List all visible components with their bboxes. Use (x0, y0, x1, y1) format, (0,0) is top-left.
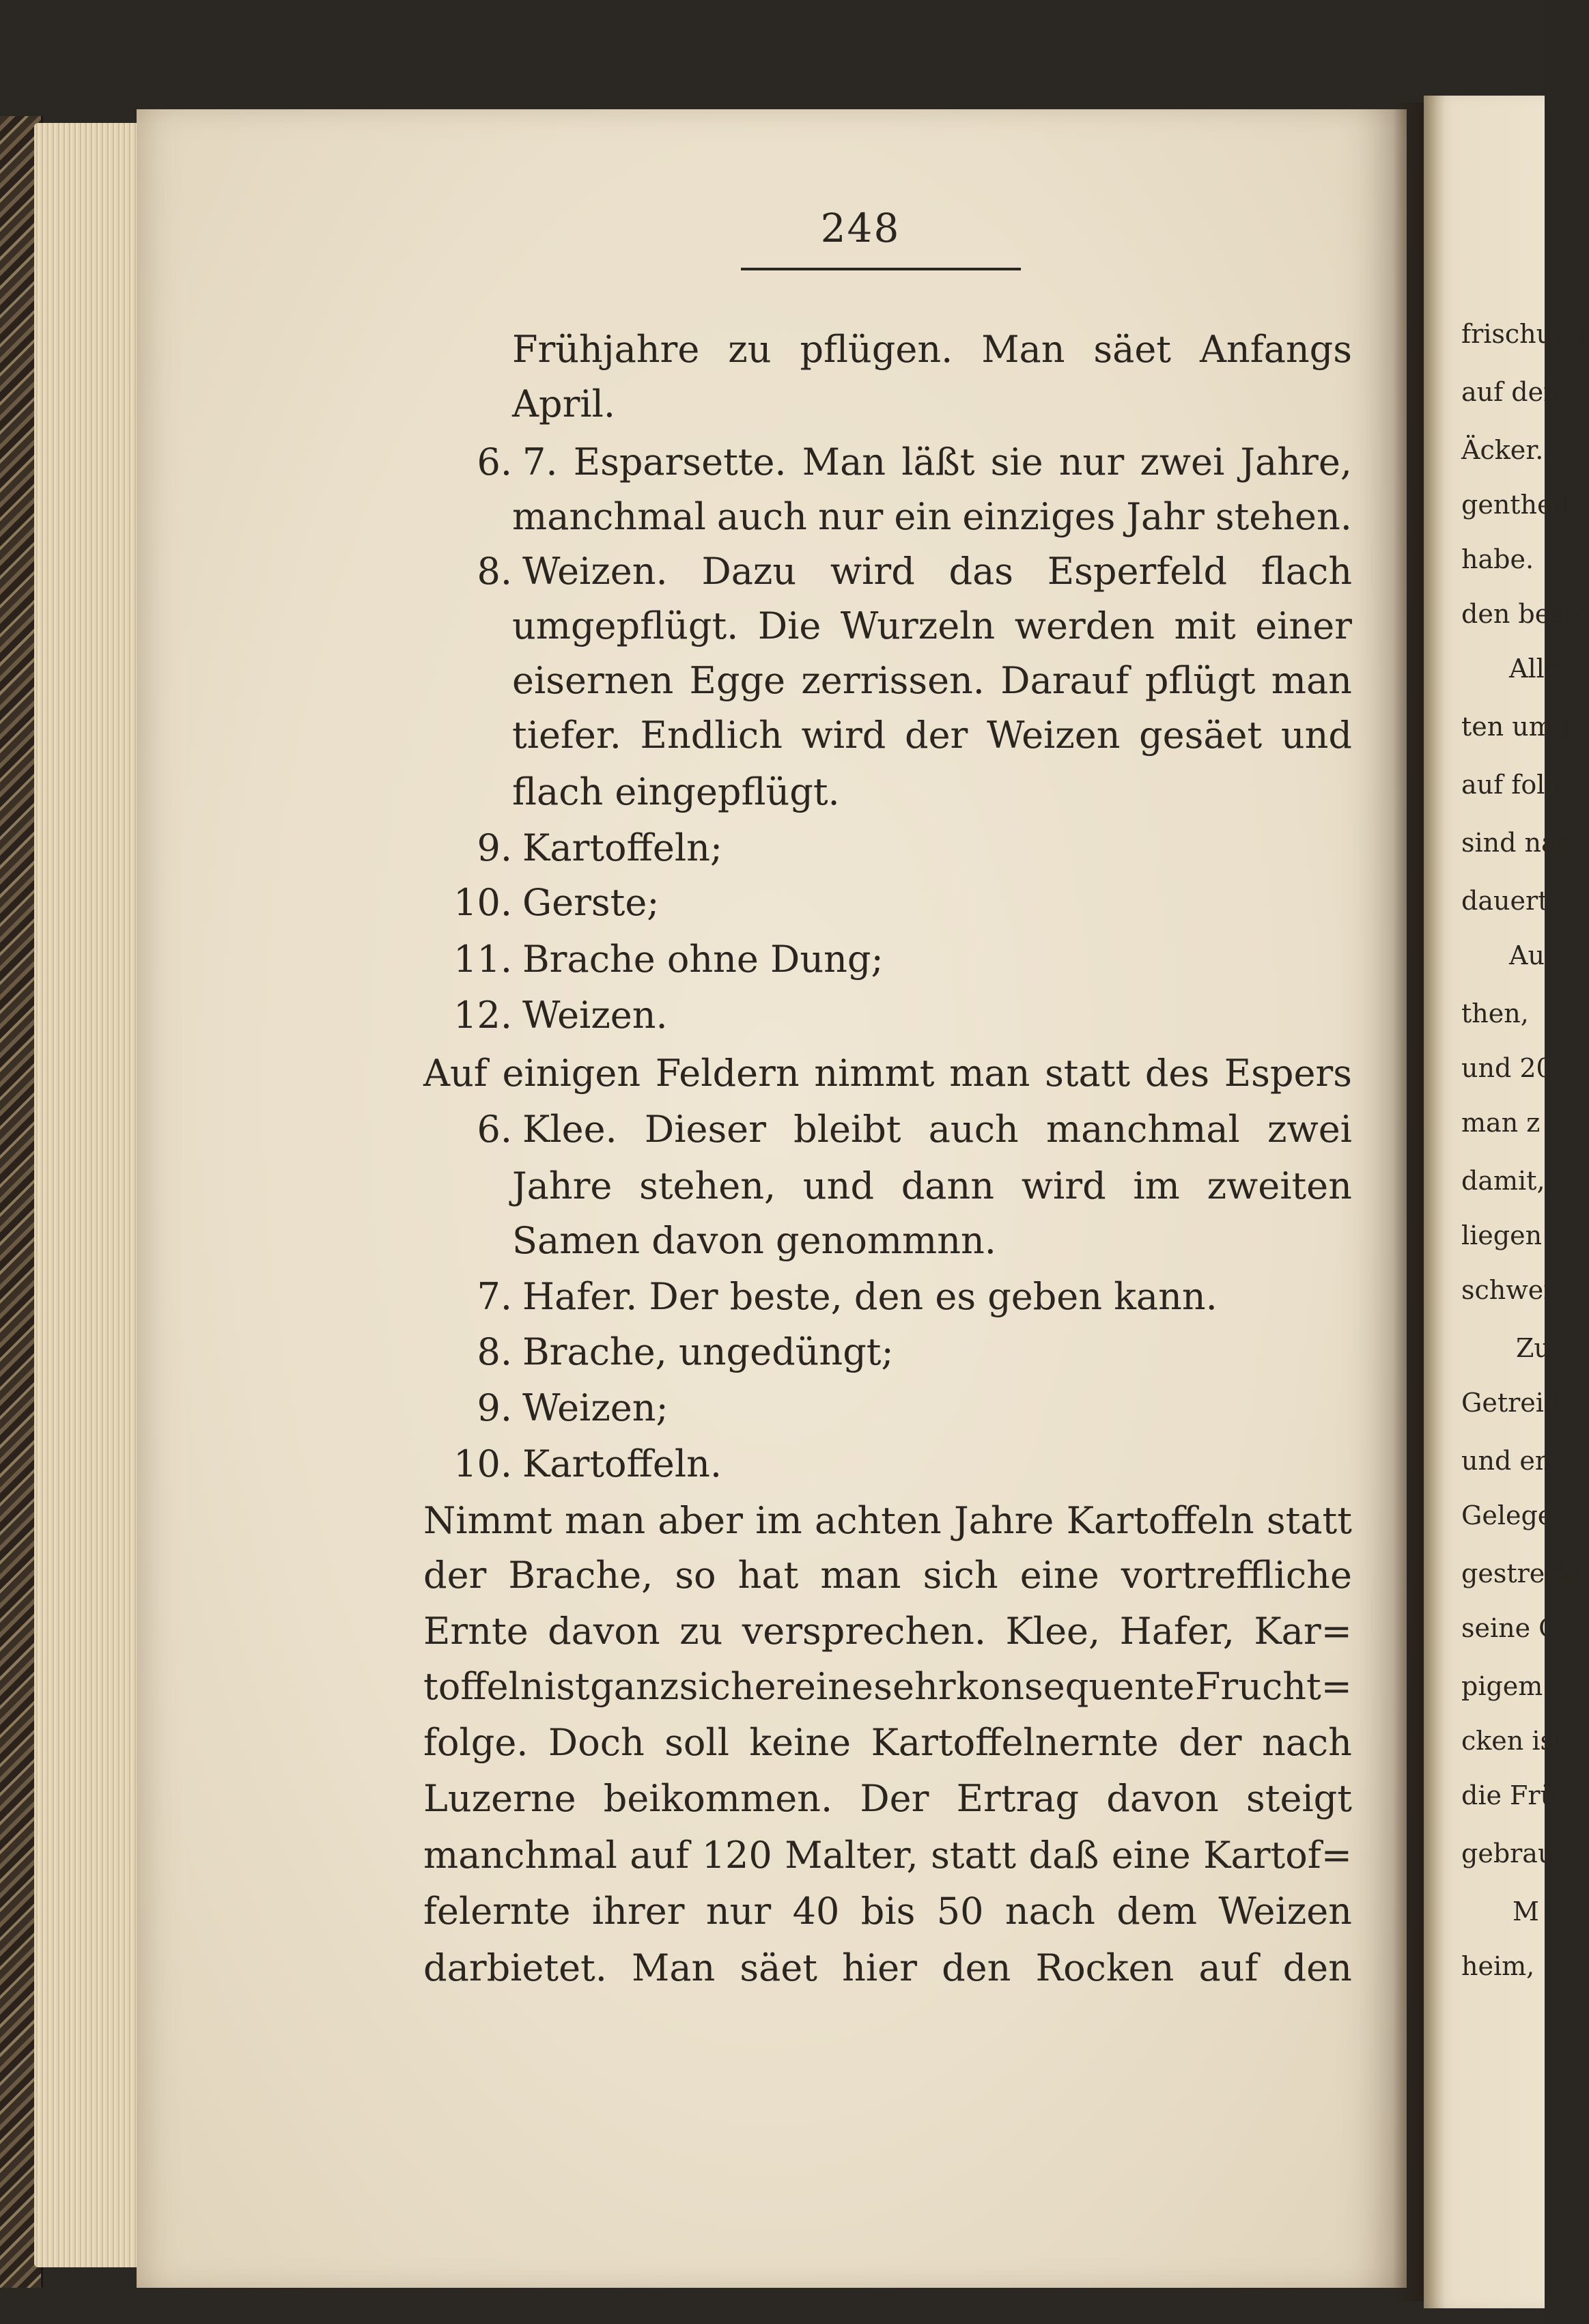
text-line (512, 714, 1352, 757)
text-line: Gerste; (522, 881, 660, 924)
next-page-fragment: schwer, (1461, 1275, 1562, 1305)
word: Anfangs (1199, 328, 1352, 371)
text-line: Samen davon genommnn. (512, 1219, 996, 1262)
text-line (423, 1890, 1352, 1933)
word: ein (894, 495, 952, 538)
word: nach (1261, 1721, 1352, 1764)
word: Jahre, (1240, 440, 1352, 484)
word: sich (923, 1554, 998, 1597)
word: der (1179, 1721, 1242, 1764)
text-line: Brache ohne Dung; (522, 938, 884, 981)
text-line (522, 550, 1352, 593)
word: Der (860, 1777, 929, 1820)
word: Auf (423, 1052, 488, 1095)
word: versprechen. (742, 1610, 987, 1653)
word: dann (901, 1164, 995, 1207)
word: Egge (689, 659, 786, 702)
text-line: Kartoffeln; (522, 826, 723, 869)
item-number: 11. (453, 938, 512, 981)
next-page-fragment: die Frü (1461, 1780, 1558, 1810)
word: Kartoffelnernte (871, 1721, 1159, 1764)
text-line: Brache, ungedüngt; (522, 1330, 894, 1373)
word: ganz (590, 1665, 679, 1708)
word: dem (1116, 1890, 1198, 1933)
word: pflügt (1144, 659, 1256, 702)
word: Die (757, 604, 821, 647)
word: eine (1020, 1554, 1099, 1597)
item-number: 7. (477, 1275, 512, 1318)
word: stehen. (1215, 495, 1352, 538)
word: steigt (1246, 1777, 1352, 1820)
next-page-fragment: gentheil (1461, 490, 1569, 520)
word: des (1144, 1052, 1210, 1095)
word: tiefer. (512, 714, 621, 757)
word: Weizen. (522, 550, 668, 593)
word: Jahre (954, 1499, 1054, 1542)
word: mit (1174, 604, 1236, 647)
word: soll (664, 1721, 729, 1764)
next-page-fragment: ten umge (1461, 712, 1586, 742)
word: bleibt (793, 1108, 901, 1151)
next-page-fragment: man z (1461, 1108, 1541, 1138)
next-page-fragment: Alle (1509, 654, 1560, 684)
item-number: 8. (477, 550, 512, 593)
next-page-fragment: auf folgt (1461, 770, 1572, 800)
word: ihrer (591, 1890, 685, 1933)
word: sehr (873, 1665, 956, 1708)
word: eine (793, 1665, 873, 1708)
word: statt (931, 1834, 1017, 1877)
text-line (522, 440, 1352, 484)
word: im (755, 1499, 802, 1542)
word: pflügen. (800, 328, 953, 371)
next-page-fragment: und 20 (1461, 1053, 1553, 1083)
text-line (423, 1777, 1352, 1820)
item-number: 10. (453, 881, 512, 924)
next-page-fragment: frischung (1461, 319, 1586, 349)
word: säet (1093, 328, 1171, 371)
next-page-fragment: dauert (1461, 886, 1549, 916)
word: säet (740, 1946, 817, 1989)
text-line (512, 495, 1352, 538)
next-page-fragment: und en (1461, 1446, 1552, 1476)
word: darbietet. (423, 1946, 607, 1989)
text-line: Hafer. Der beste, den es geben kann. (522, 1275, 1218, 1318)
text-line (423, 1610, 1352, 1653)
next-page-fragment: damit, (1461, 1166, 1545, 1196)
word: Man (981, 328, 1065, 371)
word: toffeln (423, 1665, 544, 1708)
word: auch (928, 1108, 1019, 1151)
word: Darauf (1000, 659, 1129, 702)
word: Kar= (1254, 1610, 1352, 1653)
text-line (423, 1499, 1352, 1542)
word: Hafer, (1119, 1610, 1235, 1653)
word: Man (802, 440, 886, 484)
text-line: flach eingepflügt. (512, 770, 840, 813)
text-line (512, 328, 1352, 371)
word: Klee. (522, 1108, 617, 1151)
text-line (512, 659, 1352, 702)
next-page-fragment: Getreid (1461, 1388, 1561, 1418)
word: Ernte (423, 1610, 529, 1653)
word: flach (1261, 550, 1352, 593)
word: Esparsette. (573, 440, 787, 484)
word: keine (749, 1721, 852, 1764)
page-number: 248 (820, 205, 901, 251)
word: manchmal (423, 1834, 617, 1877)
word: manchmal (512, 495, 706, 538)
item-number: 9. (477, 826, 512, 869)
word: den (942, 1946, 1011, 1989)
item-number: 10. (453, 1442, 512, 1485)
header-rule (741, 268, 1021, 270)
text-line: April. (512, 382, 616, 425)
text-line (423, 1665, 1352, 1708)
word: Feldern (655, 1052, 800, 1095)
word: nur (817, 495, 884, 538)
text-line: Weizen. (522, 994, 668, 1037)
next-page-fragment: sind nac (1461, 828, 1571, 858)
next-page-fragment: liegen (1461, 1220, 1543, 1250)
next-page-fragment: habe. (1461, 544, 1534, 574)
word: Kartof= (1203, 1834, 1352, 1877)
word: beikommen. (603, 1777, 833, 1820)
word: eine (1111, 1834, 1191, 1877)
text-line (512, 604, 1352, 647)
word: Frühjahre (512, 328, 700, 371)
word: Frucht= (1194, 1665, 1352, 1708)
word: 7. (522, 440, 558, 484)
word: zu (728, 328, 772, 371)
next-page-fragment: M (1513, 1896, 1539, 1927)
word: im (1133, 1164, 1180, 1207)
word: der (423, 1554, 487, 1597)
word: Malter, (785, 1834, 918, 1877)
word: nach (1004, 1890, 1095, 1933)
word: läßt (901, 440, 975, 484)
item-number: 6. (477, 1108, 512, 1151)
word: bis (860, 1890, 916, 1933)
word: Doch (548, 1721, 645, 1764)
word: Kartoffeln (1066, 1499, 1254, 1542)
word: ist (544, 1665, 590, 1708)
word: der (905, 714, 968, 757)
word: Luzerne (423, 1777, 576, 1820)
word: konsequente (956, 1665, 1195, 1708)
word: umgepflügt. (512, 604, 739, 647)
word: gesäet (1139, 714, 1263, 757)
next-page-fragment: heim, (1461, 1951, 1535, 1981)
item-number: 9. (477, 1386, 512, 1429)
word: nur (705, 1890, 772, 1933)
word: daß (1028, 1834, 1099, 1877)
word: felernte (423, 1890, 571, 1933)
text-line (423, 1721, 1352, 1764)
item-number: 8. (477, 1330, 512, 1373)
word: Klee, (1005, 1610, 1101, 1653)
next-page-fragment: Zu (1516, 1333, 1551, 1363)
word: das (948, 550, 1014, 593)
word: man (1271, 659, 1352, 702)
next-page-fragment: pigem (1461, 1671, 1543, 1701)
word: vortreffliche (1121, 1554, 1352, 1597)
word: Jahre (512, 1164, 613, 1207)
word: Brache, (508, 1554, 653, 1597)
word: einziges (962, 495, 1116, 538)
text-line (522, 1108, 1352, 1151)
word: auf (1198, 1946, 1258, 1989)
next-page-fragment: then, (1461, 998, 1529, 1028)
word: 120 (701, 1834, 772, 1877)
word: stehen, (639, 1164, 776, 1207)
word: manchmal (1045, 1108, 1240, 1151)
word: sicher (679, 1665, 794, 1708)
word: und (802, 1164, 875, 1207)
word: Rocken (1035, 1946, 1175, 1989)
next-page-fragment: Äcker. (1461, 435, 1544, 465)
word: davon (1106, 1777, 1219, 1820)
word: man (820, 1554, 901, 1597)
word: Dazu (701, 550, 797, 593)
text-line (423, 1052, 1352, 1095)
word: davon (548, 1610, 660, 1653)
word: Weizen (1218, 1890, 1352, 1933)
item-number: 12. (453, 994, 512, 1037)
word: auf (630, 1834, 690, 1877)
word: Nimmt (423, 1499, 552, 1542)
word: hat (737, 1554, 799, 1597)
word: einer (1255, 604, 1352, 647)
word: so (675, 1554, 716, 1597)
word: zerrissen. (801, 659, 985, 702)
text-line (423, 1946, 1352, 1989)
word: auch (716, 495, 807, 538)
next-page-fragment: den beste (1461, 599, 1589, 629)
text-line: Weizen; (522, 1386, 669, 1429)
word: den (1282, 1946, 1352, 1989)
text-line (423, 1834, 1352, 1877)
next-page-fragment: auf den (1461, 377, 1560, 407)
word: zweiten (1207, 1164, 1352, 1207)
word: man (949, 1052, 1030, 1095)
word: nur (1058, 440, 1125, 484)
word: Espers (1224, 1052, 1352, 1095)
word: folge. (423, 1721, 529, 1764)
word: Esperfeld (1047, 550, 1228, 593)
word: achten (815, 1499, 942, 1542)
page-edges (34, 123, 150, 2267)
next-page-fragment: Gelege (1461, 1500, 1553, 1530)
next-page-fragment: Au (1509, 940, 1545, 970)
word: zwei (1267, 1108, 1352, 1151)
word: Dieser (644, 1108, 766, 1151)
word: wird (830, 550, 915, 593)
word: wird (1021, 1164, 1106, 1207)
word: zwei (1140, 440, 1225, 484)
word: Ertrag (956, 1777, 1080, 1820)
word: zu (679, 1610, 723, 1653)
word: 40 (792, 1890, 840, 1933)
word: hier (842, 1946, 917, 1989)
text-line: Kartoffeln. (522, 1442, 722, 1485)
word: statt (1266, 1499, 1352, 1542)
word: werden (1014, 604, 1155, 647)
text-line (512, 1164, 1352, 1207)
text-line (423, 1554, 1352, 1597)
word: Man (632, 1946, 716, 1989)
word: eisernen (512, 659, 674, 702)
word: aber (658, 1499, 743, 1542)
word: statt (1045, 1052, 1131, 1095)
word: man (564, 1499, 646, 1542)
next-page-fragment: gestreckt (1461, 1558, 1586, 1588)
next-page-fragment: gebrauc (1461, 1838, 1569, 1868)
word: einigen (502, 1052, 641, 1095)
next-page-fragment: cken ist (1461, 1726, 1564, 1756)
word: Jahr (1126, 495, 1205, 538)
word: wird (801, 714, 886, 757)
word: Wurzeln (840, 604, 996, 647)
word: und (1280, 714, 1352, 757)
word: sie (990, 440, 1043, 484)
next-page-fragment: seine G (1461, 1613, 1560, 1643)
word: Weizen (986, 714, 1121, 757)
word: 50 (936, 1890, 984, 1933)
word: Endlich (640, 714, 783, 757)
word: nimmt (814, 1052, 935, 1095)
item-number: 6. (477, 440, 512, 484)
